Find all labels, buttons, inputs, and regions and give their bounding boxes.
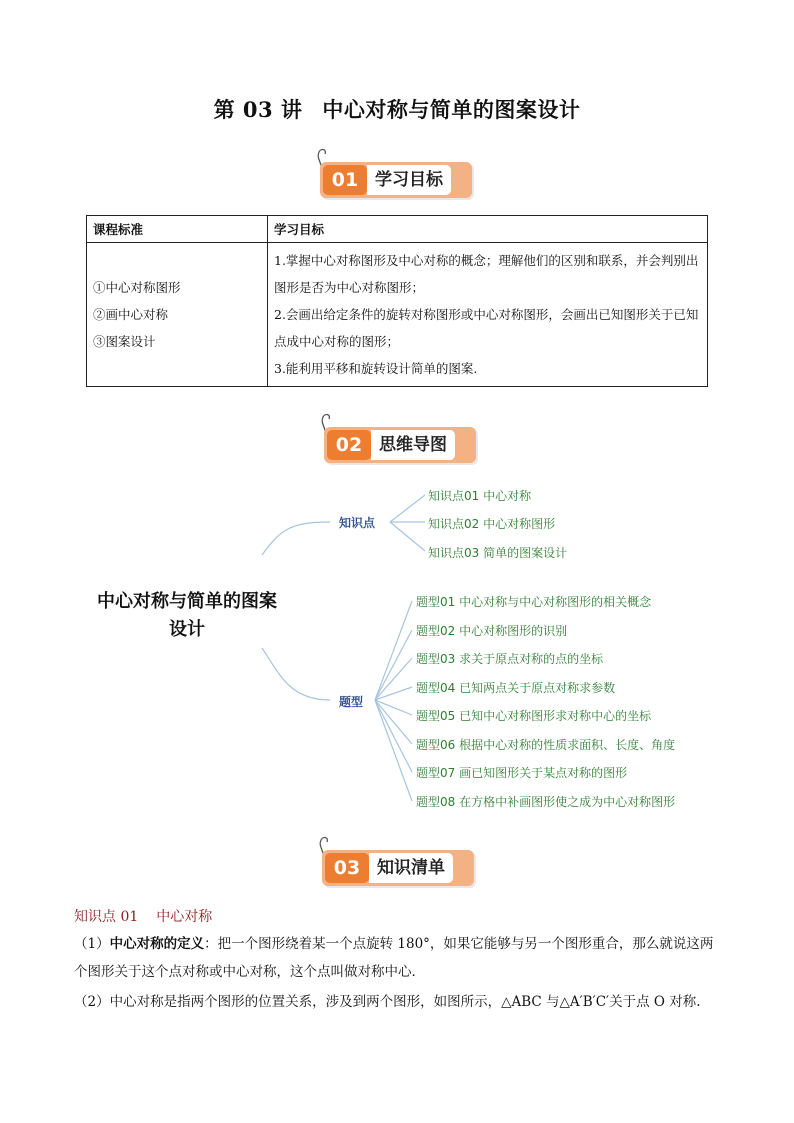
section-badge-knowledge — [322, 850, 474, 886]
question-type-item: 题型07 画已知图形关于某点对称的图形 — [416, 766, 628, 780]
question-type-item: 题型05 已知中心对称图形求对称中心的坐标 — [416, 709, 652, 723]
badge-number: 01 — [323, 165, 367, 195]
definition-term: 中心对称的定义 — [109, 936, 205, 952]
mind-map-root — [82, 588, 292, 644]
standards-cell — [87, 243, 268, 387]
connector-points-3 — [390, 522, 425, 551]
connector-types-8 — [375, 700, 412, 801]
badge-number: 03 — [325, 853, 369, 883]
badge-number: 02 — [327, 430, 371, 460]
question-type-item: 题型08 在方格中补画图形使之成为中心对称图形 — [416, 795, 676, 809]
standard-item: ①中心对称图形 — [93, 280, 181, 295]
definition-text: ：把一个图形绕着某一个点旋转 180°，如果它能够与另一个图形重合，那么就说这两个图形关于这个点对称或中心对称，这个点叫做对称中心． — [74, 936, 714, 980]
goal-item: 2.会画出给定条件的旋转对称图形或中心对称图形，会画出已知图形关于已知点成中心对称的图形； — [274, 307, 699, 349]
section-badge-goals — [320, 162, 472, 198]
root-line: 设计 — [169, 619, 205, 640]
knowledge-point-item: 知识点01 中心对称 — [428, 489, 532, 503]
knowledge-point-heading — [74, 906, 212, 926]
mind-map-connectors — [0, 470, 794, 820]
goal-item: 1.掌握中心对称图形及中心对称的概念；理解他们的区别和联系，并会判别出图形是否为中心对称图形； — [274, 253, 699, 295]
knowledge-point-item: 知识点02 中心对称图形 — [428, 517, 556, 531]
question-type-item: 题型06 根据中心对称的性质求面积、长度、角度 — [416, 738, 676, 752]
question-type-item: 题型01 中心对称与中心对称图形的相关概念 — [416, 595, 652, 609]
badge-label: 思维导图 — [371, 430, 455, 460]
paragraph-definition — [74, 930, 724, 986]
connector-points-1 — [390, 495, 425, 522]
section-badge-mindmap — [324, 427, 476, 463]
goal-item: 3.能利用平移和旋转设计简单的图案. — [274, 361, 478, 376]
relation-text: （2）中心对称是指两个图形的位置关系，涉及到两个图形，如图所示，△ABC 与△A′B′C′关于点 O 对称. — [74, 994, 701, 1010]
branch-question-types: 题型 — [339, 695, 364, 709]
lecture-number: 第 03 讲 — [213, 97, 303, 122]
learning-goals-table — [86, 215, 708, 387]
connector-root-points — [262, 522, 330, 555]
goals-cell — [268, 243, 708, 387]
knowledge-point-item: 知识点03 简单的图案设计 — [428, 546, 568, 560]
root-line: 中心对称与简单的图案 — [97, 591, 277, 612]
heading-title: 中心对称 — [156, 909, 213, 925]
question-type-item: 题型03 求关于原点对称的点的坐标 — [416, 652, 604, 666]
standard-item: ③图案设计 — [93, 334, 156, 349]
header-standards: 课程标准 — [87, 216, 268, 243]
paragraph-relation — [74, 988, 724, 1016]
question-type-item: 题型04 已知两点关于原点对称求参数 — [416, 681, 616, 695]
standard-item: ②画中心对称 — [93, 307, 169, 322]
connector-root-types — [262, 648, 330, 700]
header-goals: 学习目标 — [268, 216, 708, 243]
paragraph-label: （1） — [74, 936, 110, 952]
connector-types-6 — [375, 700, 412, 744]
question-type-item: 题型02 中心对称图形的识别 — [416, 624, 568, 638]
connector-types-1 — [375, 601, 412, 700]
badge-label: 学习目标 — [367, 165, 451, 195]
connector-types-7 — [375, 700, 412, 772]
mind-map — [0, 470, 794, 820]
branch-knowledge-points: 知识点 — [339, 516, 376, 530]
badge-label: 知识清单 — [369, 853, 453, 883]
page-title — [0, 94, 794, 124]
heading-number: 知识点 01 — [74, 909, 139, 925]
lecture-title: 中心对称与简单的图案设计 — [322, 97, 581, 122]
